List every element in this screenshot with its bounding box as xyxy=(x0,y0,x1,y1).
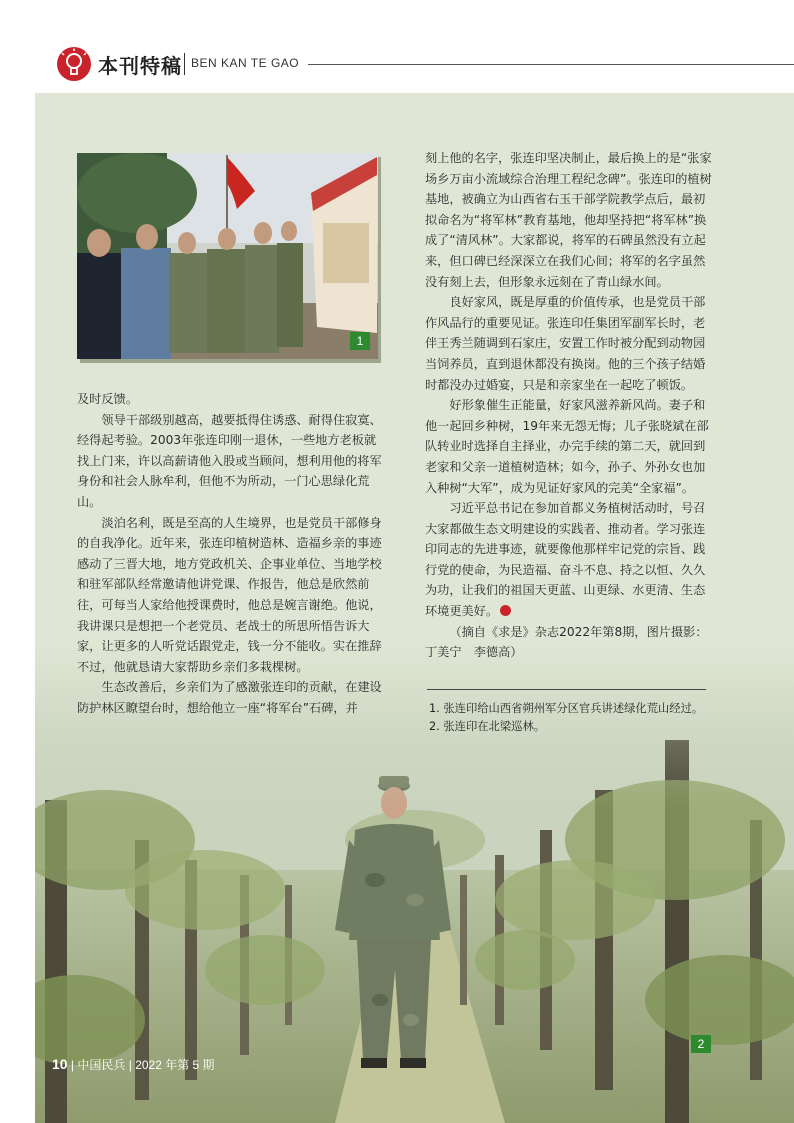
caption-1: 1. 张连印给山西省朔州军分区官兵讲述绿化荒山经过。 xyxy=(429,702,704,715)
paragraph: 领导干部级别越高，越要抵得住诱惑、耐得住寂寞、经得起考验。2003年张连印刚一退休，一些地方老板就找上门来，许以高薪请他入股或当顾问，想利用他的将军身份和社会人脉牟利，但他不为所动，一门心思绿化荒山。 xyxy=(77,412,382,509)
footer-divider: | xyxy=(70,1058,78,1072)
photo-badge-1: 1 xyxy=(350,332,370,350)
photo-captions xyxy=(429,700,703,736)
section-title: 本刊特稿 xyxy=(98,54,182,78)
section-title-english: BEN KAN TE GAO xyxy=(191,56,300,70)
photo-badge-2: 2 xyxy=(691,1035,711,1053)
page-footer xyxy=(52,1056,215,1073)
issue-label: 2022 年第 5 期 xyxy=(135,1058,215,1072)
page-number: 10 xyxy=(52,1056,68,1072)
end-mark-icon xyxy=(500,605,511,616)
paragraph: 及时反馈。 xyxy=(77,392,138,406)
caption-rule xyxy=(427,689,706,690)
paragraph: 好形象催生正能量，好家风滋养新风尚。妻子和他一起回乡种树，19年来无怨无悔；儿子张晓斌在部队转业时选择自主择业，办完手续的第二天，就回到老家和父亲一道植树造林；如今，孙子、外孙女也加入种树“大军”，成为见证好家风的完美“全家福”。 xyxy=(425,398,709,495)
right-column xyxy=(425,148,712,663)
paragraph: 刻上他的名字，张连印坚决制止，最后换上的是“张家场乡万亩小流域综合治理工程纪念碑”。张连印的植树基地，被确立为山西省右玉干部学院教学点后，最初拟命名为“将军林”教育基地，他却坚持把“将军林”换成了“清风林”。大家都说，将军的石碑虽然没有立起来，但口碑已经深深立在我们心间；将军的名字虽然没有刻上去，但形象永远刻在了青山绿水间。 xyxy=(425,151,712,289)
paragraph: 淡泊名利，既是至高的人生境界，也是党员干部修身的自我净化。近年来，张连印植树造林、造福乡亲的事迹感动了三晋大地，地方党政机关、企事业单位、当地学校和驻军部队经常邀请他讲党课、作报告，他总是欣然前往，可每当人家给他授课费时，他总是婉言谢绝。他说，我讲课只是想把一个老党员、老战士的所思所悟告诉大家，让更多的人听党话跟党走，钱一分不能收。实在推辞不过，他就恳请大家帮助乡亲们多栽棵树。 xyxy=(77,515,382,674)
source-note: （摘自《求是》杂志2022年第8期，图片摄影：丁美宁 李德高） xyxy=(425,624,708,660)
header-divider xyxy=(184,53,185,75)
caption-2: 2. 张连印在北梁巡林。 xyxy=(429,720,546,733)
paragraph: 良好家风，既是厚重的价值传承，也是党员干部作风品行的重要见证。张连印任集团军副军长时，老伴王秀兰随调到石家庄，安置工作时被分配到动物园当饲养员，直到退休都没有换岗。他的三个孩子结婚时都没办过婚宴，只是和亲家坐在一起吃了顿饭。 xyxy=(425,295,706,392)
header-rule xyxy=(308,64,794,65)
footer-divider: | xyxy=(128,1058,136,1072)
magazine-logo-icon xyxy=(57,47,91,81)
left-column xyxy=(77,389,383,719)
paragraph: 生态改善后，乡亲们为了感激张连印的贡献，在建设防护林区瞭望台时，想给他立一座“将军台”石碑，并 xyxy=(77,680,382,715)
magazine-name: 中国民兵 xyxy=(77,1058,126,1072)
soldiers-photo xyxy=(77,153,378,359)
paragraph: 习近平总书记在参加首都义务植树活动时，号召大家都做生态文明建设的实践者、推动者。学习张连印同志的先进事迹，就要像他那样牢记党的宗旨、践行党的使命，为民造福、奋斗不息、持之以恒、久久为功，让我们的祖国天更蓝、山更绿、水更清、生态环境更美好。 xyxy=(425,501,706,619)
